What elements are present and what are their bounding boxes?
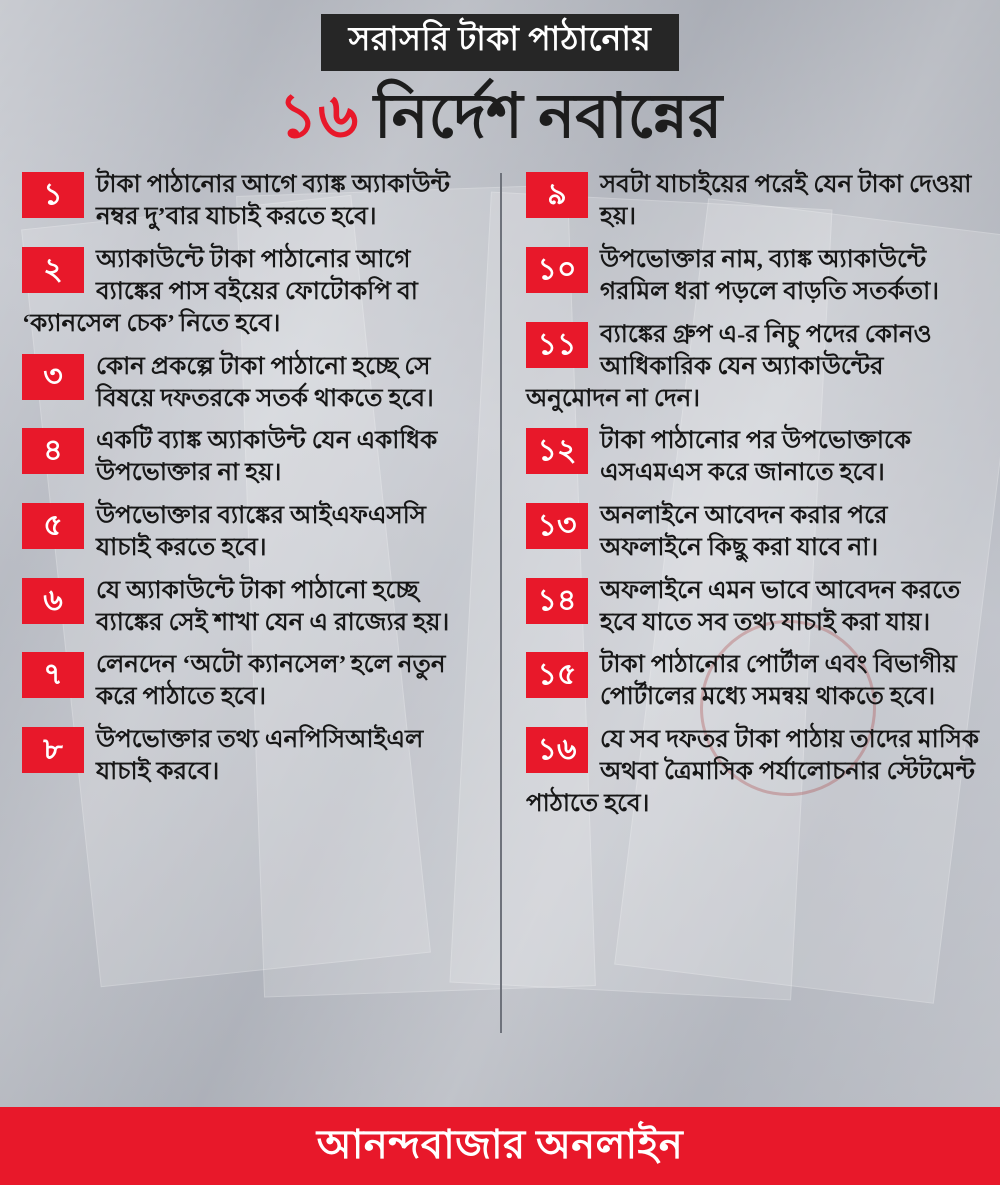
- item-text: সবটা যাচাইয়ের পরেই যেন টাকা দেওয়া হয়।: [600, 171, 972, 231]
- list-item: [526, 575, 980, 639]
- item-text: কোন প্রকল্পে টাকা পাঠানো হচ্ছে সে বিষয়ে দফতরকে সতর্ক থাকতে হবে।: [96, 352, 434, 412]
- item-text: টাকা পাঠানোর পোর্টাল এবং বিভাগীয় পোর্টালের মধ্যে সমন্বয় থাকতে হবে।: [600, 651, 957, 711]
- item-text: টাকা পাঠানোর পর উপভোক্তাকে এসএমএস করে জানাতে হবে।: [600, 427, 911, 487]
- list-item: [22, 500, 480, 564]
- list-item: [22, 244, 480, 340]
- list-item: [22, 169, 480, 233]
- item-text: অনলাইনে আবেদন করার পরে অফলাইনে কিছু করা যাবে না।: [600, 502, 888, 561]
- footer-brand-bar: [0, 1107, 1000, 1185]
- item-text: অ্যাকাউন্টে টাকা পাঠানোর আগে ব্যাঙ্কের পাস বইয়ের ফোটোকপি বা ‘ক্যানসেল চেক’ নিতে হবে।: [22, 246, 418, 337]
- column-divider: [500, 173, 502, 1033]
- item-number-badge: ১৬: [526, 727, 588, 773]
- list-item: [526, 425, 980, 489]
- item-text: অফলাইনে এমন ভাবে আবেদন করতে হবে যাতে সব তথ্য যাচাই করা যায়।: [600, 576, 961, 636]
- brand-name: আনন্দবাজার অনলাইন: [316, 1121, 684, 1167]
- item-number-badge: ১৫: [526, 652, 588, 698]
- item-text: উপভোক্তার ব্যাঙ্কের আইএফএসসি যাচাই করতে হবে।: [96, 502, 426, 561]
- item-number-badge: ৫: [22, 503, 84, 549]
- item-number-badge: ১৪: [526, 578, 588, 624]
- item-text: একটি ব্যাঙ্ক অ্যাকাউন্ট যেন একাধিক উপভোক্তার না হয়।: [96, 427, 438, 487]
- item-number-badge: ৩: [22, 354, 84, 400]
- title-number: ১৬: [277, 83, 359, 152]
- list-item: [526, 724, 980, 820]
- item-text: লেনদেন ‘অটো ক্যানসেল’ হলে নতুন করে পাঠাতে হবে।: [96, 651, 446, 711]
- list-item: [526, 319, 980, 415]
- item-number-badge: ১০: [526, 247, 588, 293]
- item-number-badge: ২: [22, 247, 84, 293]
- list-item: [526, 500, 980, 564]
- title-rest: নির্দেশ নবান্নের: [358, 83, 723, 152]
- item-text: ব্যাঙ্কের গ্রুপ এ-র নিচু পদের কোনও আধিকারিক যেন অ্যাকাউন্টের অনুমোদন না দেন।: [526, 320, 932, 412]
- item-number-badge: ১১: [526, 322, 588, 368]
- item-number-badge: ৮: [22, 727, 84, 773]
- list-item: [22, 649, 480, 713]
- item-number-badge: ৯: [526, 172, 588, 218]
- content-columns: [0, 169, 1000, 1033]
- list-column-left: [22, 169, 494, 798]
- item-number-badge: ৬: [22, 578, 84, 624]
- list-item: [22, 575, 480, 639]
- item-text: উপভোক্তার নাম, ব্যাঙ্ক অ্যাকাউন্টে গরমিল ধরা পড়লে বাড়তি সতর্কতা।: [600, 246, 940, 305]
- item-text: যে অ্যাকাউন্টে টাকা পাঠানো হচ্ছে ব্যাঙ্কের সেই শাখা যেন এ রাজ্যের হয়।: [96, 576, 450, 636]
- list-item: [22, 425, 480, 489]
- item-number-badge: ৪: [22, 428, 84, 474]
- item-text: উপভোক্তার তথ্য এনপিসিআইএল যাচাই করবে।: [96, 726, 424, 785]
- list-item: [526, 244, 980, 308]
- list-column-right: [508, 169, 980, 830]
- item-number-badge: ৭: [22, 652, 84, 698]
- list-item: [22, 724, 480, 788]
- item-number-badge: ১৩: [526, 503, 588, 549]
- item-number-badge: ১২: [526, 428, 588, 474]
- header: [0, 0, 1000, 151]
- item-number-badge: ১: [22, 172, 84, 218]
- page-title: [0, 83, 1000, 151]
- list-item: [22, 351, 480, 415]
- item-text: টাকা পাঠানোর আগে ব্যাঙ্ক অ্যাকাউন্ট নম্বর দু’বার যাচাই করতে হবে।: [96, 171, 450, 231]
- list-item: [526, 649, 980, 713]
- item-text: যে সব দফতর টাকা পাঠায় তাদের মাসিক অথবা ত্রৈমাসিক পর্যালোচনার স্টেটমেন্ট পাঠাতে হবে।: [526, 726, 980, 817]
- header-kicker: সরাসরি টাকা পাঠানোয়: [321, 14, 680, 71]
- list-item: [526, 169, 980, 233]
